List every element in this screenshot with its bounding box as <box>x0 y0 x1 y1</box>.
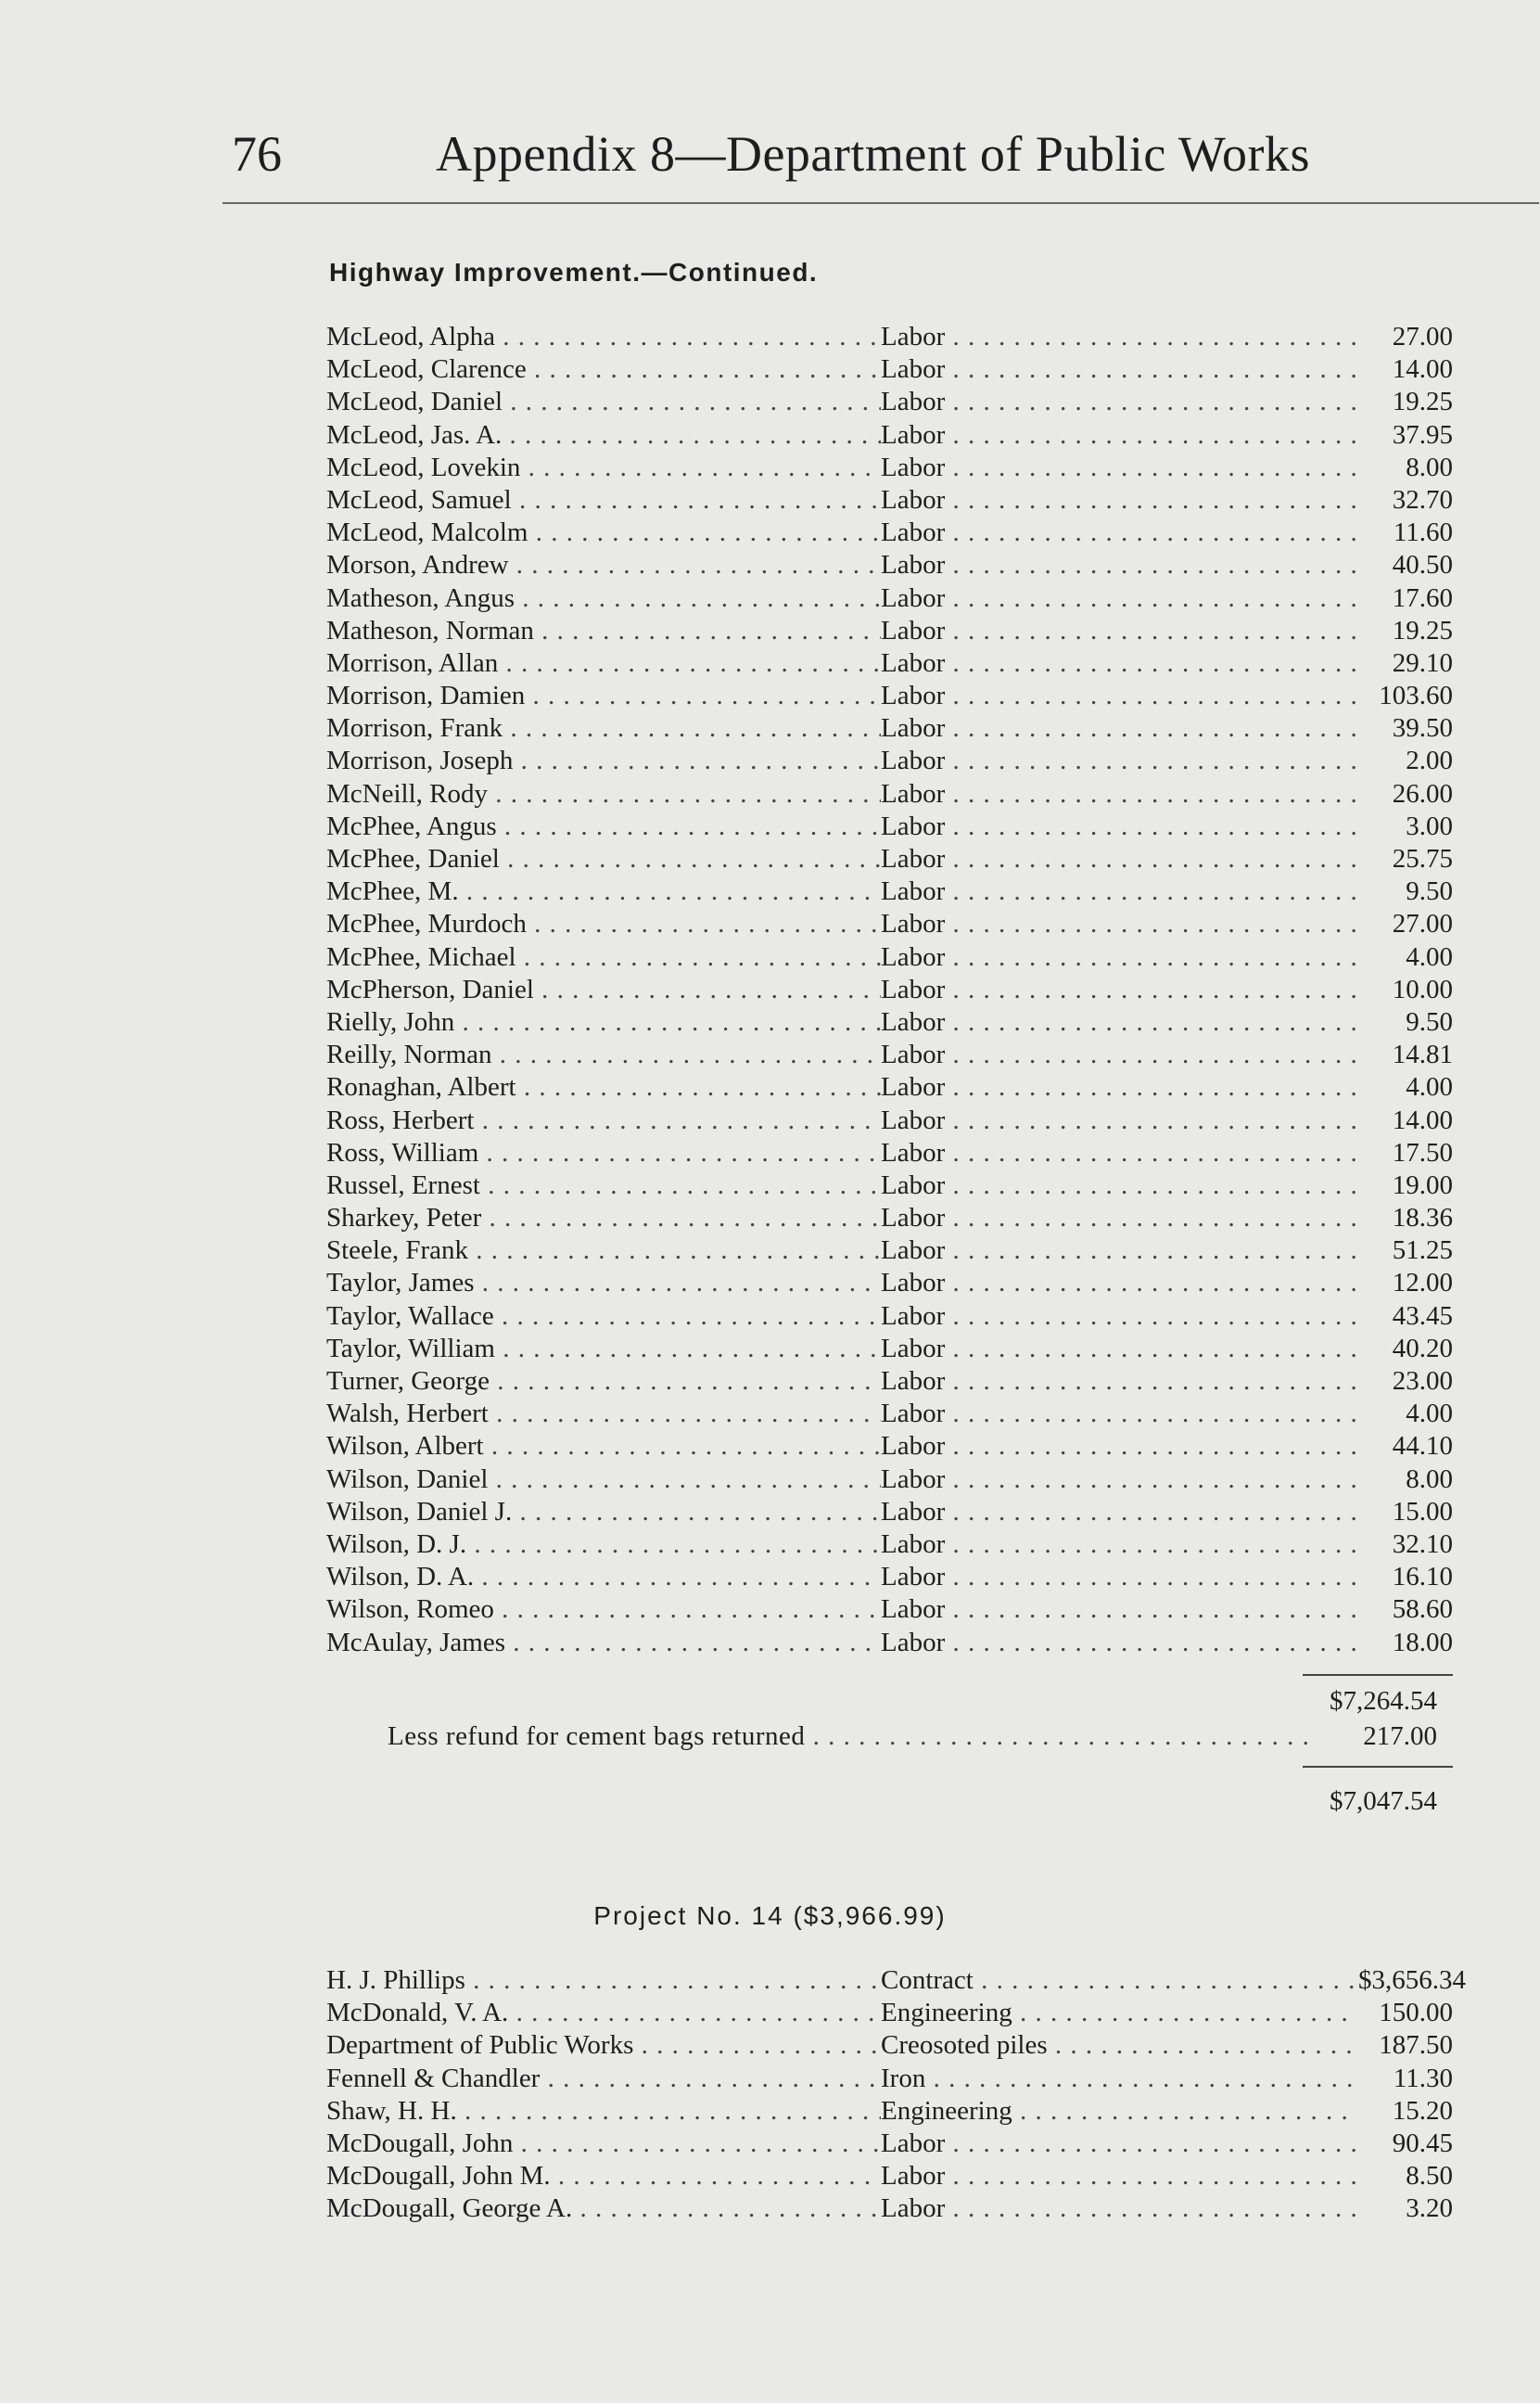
table-row <box>326 2192 1453 2225</box>
amount: 17.60 <box>1392 582 1453 613</box>
expense-item: Labor . . . <box>881 778 1358 811</box>
amount: 18.36 <box>1392 1203 1453 1233</box>
amount: 3.20 <box>1406 2193 1453 2224</box>
expense-item: Labor . . . <box>881 517 1358 549</box>
expense-item: Labor . . . <box>881 1430 1358 1463</box>
expense-item: Labor . . . <box>881 353 1358 386</box>
table-row <box>326 2128 1453 2160</box>
payee-name: Wilson, Albert . . . <box>326 1430 881 1463</box>
expense-item: Labor . . . <box>881 876 1358 908</box>
payee-name: Turner, George . . . <box>326 1365 881 1398</box>
payee-name: Shaw, H. H. . . . <box>326 2095 881 2128</box>
refund-line <box>388 1719 1437 1753</box>
table-row <box>326 386 1453 418</box>
table-row <box>326 974 1453 1006</box>
expense-item: Labor . . . <box>881 1006 1358 1039</box>
payee-name: Ross, William . . . <box>326 1137 881 1170</box>
payee-name: McDougall, George A. . . . <box>326 2192 881 2225</box>
expense-item: Labor . . . <box>881 647 1358 680</box>
payee-name: McDonald, V. A. . . . <box>326 1997 881 2029</box>
expense-item: Labor . . . <box>881 1496 1358 1528</box>
amount: 44.10 <box>1392 1431 1453 1462</box>
payee-name: Taylor, James . . . <box>326 1267 881 1299</box>
payee-name: Matheson, Angus . . . <box>326 582 881 615</box>
payee-name: McAulay, James . . . <box>326 1627 881 1659</box>
expense-item: Labor . . . <box>881 549 1358 582</box>
table-row <box>326 647 1453 680</box>
payee-name: McLeod, Malcolm . . . <box>326 517 881 549</box>
amount: 4.00 <box>1406 1399 1453 1429</box>
payee-name: Wilson, Daniel . . . <box>326 1464 881 1496</box>
payee-name: Wilson, Daniel J. . . . <box>326 1496 881 1528</box>
expense-item: Labor . . . <box>881 1267 1358 1299</box>
table-row <box>326 1267 1453 1299</box>
amount: 14.81 <box>1392 1040 1453 1070</box>
amount: 25.75 <box>1392 844 1453 874</box>
expense-item: Labor . . . <box>881 811 1358 843</box>
refund-label: Less refund for cement bags returned . . . <box>388 1719 1315 1753</box>
expense-item: Labor . . . <box>881 1627 1358 1659</box>
payee-name: Morrison, Damien . . . <box>326 680 881 712</box>
table-row <box>326 1496 1453 1528</box>
amount: 29.10 <box>1392 647 1453 678</box>
expense-item: Labor . . . <box>881 1071 1358 1104</box>
amount: 17.50 <box>1392 1137 1453 1168</box>
payee-name: McLeod, Daniel . . . <box>326 386 881 418</box>
table-row <box>326 321 1453 353</box>
expense-item: Labor . . . <box>881 843 1358 876</box>
table-row <box>326 1234 1453 1267</box>
payee-name: Taylor, William . . . <box>326 1333 881 1365</box>
amount: 43.45 <box>1392 1300 1453 1331</box>
amount: 8.50 <box>1406 2161 1453 2192</box>
table-row <box>326 1430 1453 1463</box>
expense-item: Labor . . . <box>881 1365 1358 1398</box>
subtotal-rule <box>1303 1674 1453 1676</box>
payee-name: McLeod, Jas. A. . . . <box>326 419 881 452</box>
amount: 3.00 <box>1406 811 1453 841</box>
table-row <box>326 876 1453 908</box>
expense-item: Labor . . . <box>881 745 1358 777</box>
table-row <box>326 778 1453 811</box>
table-row <box>326 1071 1453 1104</box>
expense-item: Creosoted piles . . . <box>881 2029 1358 2062</box>
payee-name: Morrison, Allan . . . <box>326 647 881 680</box>
table-row <box>326 745 1453 777</box>
expense-item: Labor . . . <box>881 582 1358 615</box>
expense-item: Labor . . . <box>881 680 1358 712</box>
table-row <box>326 1105 1453 1137</box>
payee-name: McPhee, Murdoch . . . <box>326 908 881 940</box>
amount: 51.25 <box>1392 1235 1453 1266</box>
expense-item: Labor . . . <box>881 1234 1358 1267</box>
table-row <box>326 1300 1453 1333</box>
table-row <box>326 1006 1453 1039</box>
payee-name: Morrison, Frank . . . <box>326 712 881 745</box>
table-row <box>326 680 1453 712</box>
amount: 19.25 <box>1392 615 1453 645</box>
amount: 11.60 <box>1393 518 1453 548</box>
amount: 32.10 <box>1392 1528 1453 1559</box>
payee-name: McPherson, Daniel . . . <box>326 974 881 1006</box>
payee-name: Steele, Frank . . . <box>326 1234 881 1267</box>
table-row <box>326 811 1453 843</box>
table-row <box>326 712 1453 745</box>
table-row <box>326 2063 1453 2095</box>
table-row <box>326 484 1453 517</box>
table-row <box>326 419 1453 452</box>
amount: 9.50 <box>1406 876 1453 907</box>
amount: 90.45 <box>1392 2128 1453 2158</box>
table-row <box>326 1964 1466 1997</box>
table-row <box>326 908 1453 940</box>
amount: 58.60 <box>1392 1594 1453 1625</box>
expense-item: Labor . . . <box>881 1202 1358 1234</box>
expense-item: Labor . . . <box>881 419 1358 452</box>
expense-item: Labor . . . <box>881 908 1358 940</box>
table-row <box>326 1039 1453 1071</box>
expense-item: Engineering . . . <box>881 1997 1358 2029</box>
amount: 37.95 <box>1392 419 1453 450</box>
amount: 12.00 <box>1392 1268 1453 1298</box>
table-row <box>326 1593 1453 1626</box>
amount: 23.00 <box>1392 1366 1453 1396</box>
amount: 40.20 <box>1392 1333 1453 1363</box>
payee-name: Sharkey, Peter . . . <box>326 1202 881 1234</box>
expense-item: Labor . . . <box>881 484 1358 517</box>
table-row <box>326 615 1453 647</box>
amount: 27.00 <box>1392 909 1453 939</box>
amount: 18.00 <box>1392 1627 1453 1657</box>
amount: 15.00 <box>1392 1496 1453 1527</box>
amount: 187.50 <box>1379 2030 1453 2061</box>
table-row <box>326 1464 1453 1496</box>
payee-name: Russel, Ernest . . . <box>326 1170 881 1202</box>
total-rule <box>1303 1766 1453 1768</box>
amount: 2.00 <box>1406 746 1453 776</box>
amount: 103.60 <box>1379 681 1453 711</box>
payee-name: McPhee, Daniel . . . <box>326 843 881 876</box>
subtotal-amount: $7,264.54 <box>1330 1686 1437 1716</box>
table-row <box>326 1528 1453 1561</box>
payee-name: McPhee, M. . . . <box>326 876 881 908</box>
payee-name: McLeod, Clarence . . . <box>326 353 881 386</box>
expense-item: Labor . . . <box>881 2128 1358 2160</box>
table-row <box>326 1627 1453 1659</box>
table-row <box>326 1561 1453 1593</box>
amount: 150.00 <box>1379 1998 1453 2028</box>
amount: 40.50 <box>1392 550 1453 581</box>
expense-item: Labor . . . <box>881 1300 1358 1333</box>
table-row <box>326 2095 1453 2128</box>
table-row <box>326 1170 1453 1202</box>
amount: 26.00 <box>1392 778 1453 809</box>
expense-item: Labor . . . <box>881 1039 1358 1071</box>
page-number: 76 <box>232 126 282 182</box>
payee-name: Wilson, Romeo . . . <box>326 1593 881 1626</box>
table-row <box>326 1137 1453 1170</box>
expense-item: Labor . . . <box>881 1137 1358 1170</box>
expense-item: Labor . . . <box>881 974 1358 1006</box>
amount: 27.00 <box>1392 322 1453 352</box>
table-row <box>326 2160 1453 2192</box>
project-heading: Project No. 14 ($3,966.99) <box>593 1901 947 1930</box>
table-row <box>326 1365 1453 1398</box>
table-row <box>326 1997 1453 2029</box>
payee-name: Wilson, D. J. . . . <box>326 1528 881 1561</box>
expense-item: Labor . . . <box>881 1105 1358 1137</box>
table-row <box>326 1333 1453 1365</box>
expense-item: Labor . . . <box>881 386 1358 418</box>
expense-item: Labor . . . <box>881 1464 1358 1496</box>
table-row <box>326 2029 1453 2062</box>
payee-name: Morson, Andrew . . . <box>326 549 881 582</box>
section-heading: Highway Improvement.—Continued. <box>329 258 819 287</box>
amount: 39.50 <box>1392 713 1453 744</box>
payee-name: McDougall, John . . . <box>326 2128 881 2160</box>
amount: 32.70 <box>1392 484 1453 515</box>
payee-name: Fennell & Chandler . . . <box>326 2063 881 2095</box>
amount: 10.00 <box>1392 974 1453 1004</box>
page-header <box>232 125 1335 190</box>
expense-item: Labor . . . <box>881 1528 1358 1561</box>
payee-name: McDougall, John M. . . . <box>326 2160 881 2192</box>
expense-item: Labor . . . <box>881 712 1358 745</box>
labor-table <box>326 321 1453 1659</box>
expense-item: Engineering . . . <box>881 2095 1358 2128</box>
table-row <box>326 353 1453 386</box>
expense-item: Labor . . . <box>881 2160 1358 2192</box>
payee-name: McLeod, Alpha . . . <box>326 321 881 353</box>
expense-item: Labor . . . <box>881 941 1358 974</box>
amount: 15.20 <box>1392 2095 1453 2126</box>
payee-name: Department of Public Works . . . <box>326 2029 881 2062</box>
expense-item: Contract . . . <box>881 1964 1358 1997</box>
amount: 14.00 <box>1392 1105 1453 1135</box>
expense-item: Iron . . . <box>881 2063 1358 2095</box>
amount: 9.50 <box>1406 1006 1453 1037</box>
expense-item: Labor . . . <box>881 1593 1358 1626</box>
table-row <box>326 843 1453 876</box>
expense-item: Labor . . . <box>881 2192 1358 2225</box>
expense-item: Labor . . . <box>881 1170 1358 1202</box>
amount: 8.00 <box>1406 1464 1453 1494</box>
amount: 4.00 <box>1406 941 1453 972</box>
payee-name: Morrison, Joseph . . . <box>326 745 881 777</box>
payee-name: H. J. Phillips . . . <box>326 1964 881 1997</box>
payee-name: McLeod, Samuel . . . <box>326 484 881 517</box>
amount: 11.30 <box>1393 2063 1453 2093</box>
amount: 14.00 <box>1392 354 1453 385</box>
table-row <box>326 941 1453 974</box>
payee-name: McNeill, Rody . . . <box>326 778 881 811</box>
payee-name: McPhee, Angus . . . <box>326 811 881 843</box>
amount: 8.00 <box>1406 452 1453 482</box>
payee-name: Taylor, Wallace . . . <box>326 1300 881 1333</box>
table-row <box>326 582 1453 615</box>
payee-name: Rielly, John . . . <box>326 1006 881 1039</box>
payee-name: Walsh, Herbert . . . <box>326 1398 881 1430</box>
expense-item: Labor . . . <box>881 321 1358 353</box>
table-row <box>326 1398 1453 1430</box>
payee-name: Wilson, D. A. . . . <box>326 1561 881 1593</box>
header-rule <box>223 202 1539 204</box>
expense-item: Labor . . . <box>881 615 1358 647</box>
table-row <box>326 1202 1453 1234</box>
expense-item: Labor . . . <box>881 1333 1358 1365</box>
expense-item: Labor . . . <box>881 1398 1358 1430</box>
payee-name: McLeod, Lovekin . . . <box>326 452 881 484</box>
refund-amount: 217.00 <box>1363 1721 1437 1751</box>
amount: $3,656.34 <box>1358 1965 1466 1995</box>
payee-name: Matheson, Norman . . . <box>326 615 881 647</box>
project-table <box>326 1964 1466 2226</box>
amount: 19.00 <box>1392 1170 1453 1200</box>
payee-name: Ross, Herbert . . . <box>326 1105 881 1137</box>
payee-name: Reilly, Norman . . . <box>326 1039 881 1071</box>
table-row <box>326 517 1453 549</box>
total-amount: $7,047.54 <box>1330 1786 1437 1816</box>
running-title: Appendix 8—Department of Public Works <box>436 126 1311 182</box>
table-row <box>326 549 1453 582</box>
amount: 16.10 <box>1392 1562 1453 1592</box>
expense-item: Labor . . . <box>881 1561 1358 1593</box>
payee-name: McPhee, Michael . . . <box>326 941 881 974</box>
amount: 4.00 <box>1406 1072 1453 1103</box>
payee-name: Ronaghan, Albert . . . <box>326 1071 881 1104</box>
table-row <box>326 452 1453 484</box>
expense-item: Labor . . . <box>881 452 1358 484</box>
amount: 19.25 <box>1392 387 1453 417</box>
